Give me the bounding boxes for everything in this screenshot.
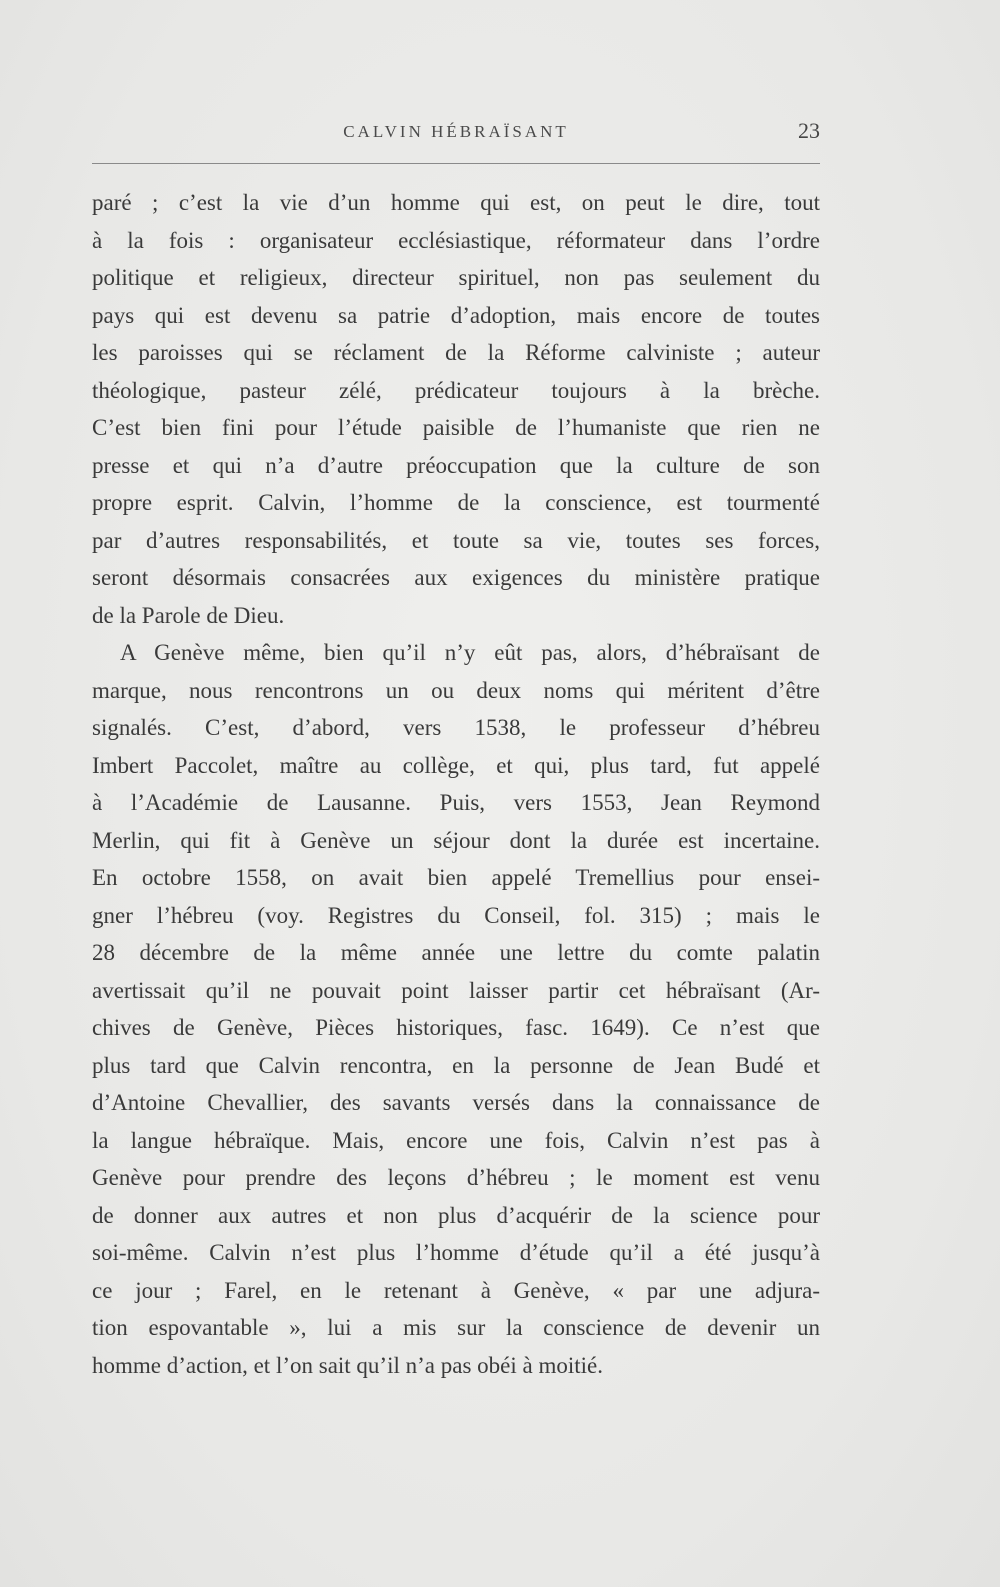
text-line: paré ; c’est la vie d’un homme qui est, on peut le dire, tout (92, 190, 820, 215)
text-line: homme d’action, et l’on sait qu’il n’a pas obéi à moitié. (92, 1352, 603, 1378)
text-line: théologique, pasteur zélé, prédicateur toujours à la brèche. (92, 377, 820, 403)
text-line: de la Parole de Dieu. (92, 602, 285, 628)
text-line: gner l’hébreu (voy. Registres du Conseil, fol. 315) ; mais le (92, 902, 820, 928)
text-line: A Genève même, bien qu’il n’y eût pas, alors, d’hébraïsant de (120, 640, 820, 665)
text-line: 28 décembre de la même année une lettre du comte palatin (92, 940, 820, 965)
text-line: pays qui est devenu sa patrie d’adoption, mais encore de toutes (92, 302, 820, 328)
header-rule (92, 163, 820, 164)
text-line: C’est bien fini pour l’étude paisible de l’humaniste que rien ne (92, 415, 820, 440)
text-line: la langue hébraïque. Mais, encore une fois, Calvin n’est pas à (92, 1127, 820, 1153)
text-line: à la fois : organisateur ecclésiastique, réformateur dans l’ordre (92, 227, 820, 253)
text-line: à l’Académie de Lausanne. Puis, vers 1553, Jean Reymond (92, 790, 820, 815)
text-line: seront désormais consacrées aux exigences du ministère pratique (92, 565, 820, 590)
text-line: marque, nous rencontrons un ou deux noms qui méritent d’être (92, 677, 820, 703)
running-title: CALVIN HÉBRAÏSANT (343, 122, 569, 141)
running-head (92, 118, 820, 150)
text-line: propre esprit. Calvin, l’homme de la conscience, est tourmenté (92, 490, 820, 515)
text-line: En octobre 1558, on avait bien appelé Tremellius pour ensei- (92, 865, 820, 890)
text-line: avertissait qu’il ne pouvait point laisser partir cet hébraïsant (Ar- (92, 977, 820, 1003)
body-text (92, 184, 820, 1384)
text-line: par d’autres responsabilités, et toute sa vie, toutes ses forces, (92, 527, 820, 553)
text-line: chives de Genève, Pièces historiques, fasc. 1649). Ce n’est que (92, 1015, 820, 1040)
text-line: Merlin, qui fit à Genève un séjour dont la durée est incertaine. (92, 827, 820, 853)
text-line: Genève pour prendre des leçons d’hébreu ; le moment est venu (92, 1165, 820, 1190)
text-line: presse et qui n’a d’autre préoccupation que la culture de son (92, 452, 820, 478)
text-line: ce jour ; Farel, en le retenant à Genève, « par une adjura- (92, 1277, 820, 1303)
text-line: les paroisses qui se réclament de la Réforme calviniste ; auteur (92, 340, 820, 365)
page-number: 23 (798, 118, 820, 143)
text-line: plus tard que Calvin rencontra, en la personne de Jean Budé et (92, 1052, 820, 1078)
text-line: signalés. C’est, d’abord, vers 1538, le professeur d’hébreu (92, 715, 820, 740)
text-line: Imbert Paccolet, maître au collège, et qui, plus tard, fut appelé (92, 752, 820, 778)
text-line: soi-même. Calvin n’est plus l’homme d’étude qu’il a été jusqu’à (92, 1240, 820, 1265)
text-line: de donner aux autres et non plus d’acquérir de la science pour (92, 1202, 820, 1228)
text-line: tion espovantable », lui a mis sur la conscience de devenir un (92, 1315, 820, 1340)
text-line: d’Antoine Chevallier, des savants versés dans la connaissance de (92, 1090, 820, 1115)
text-line: politique et religieux, directeur spirituel, non pas seulement du (92, 265, 820, 290)
